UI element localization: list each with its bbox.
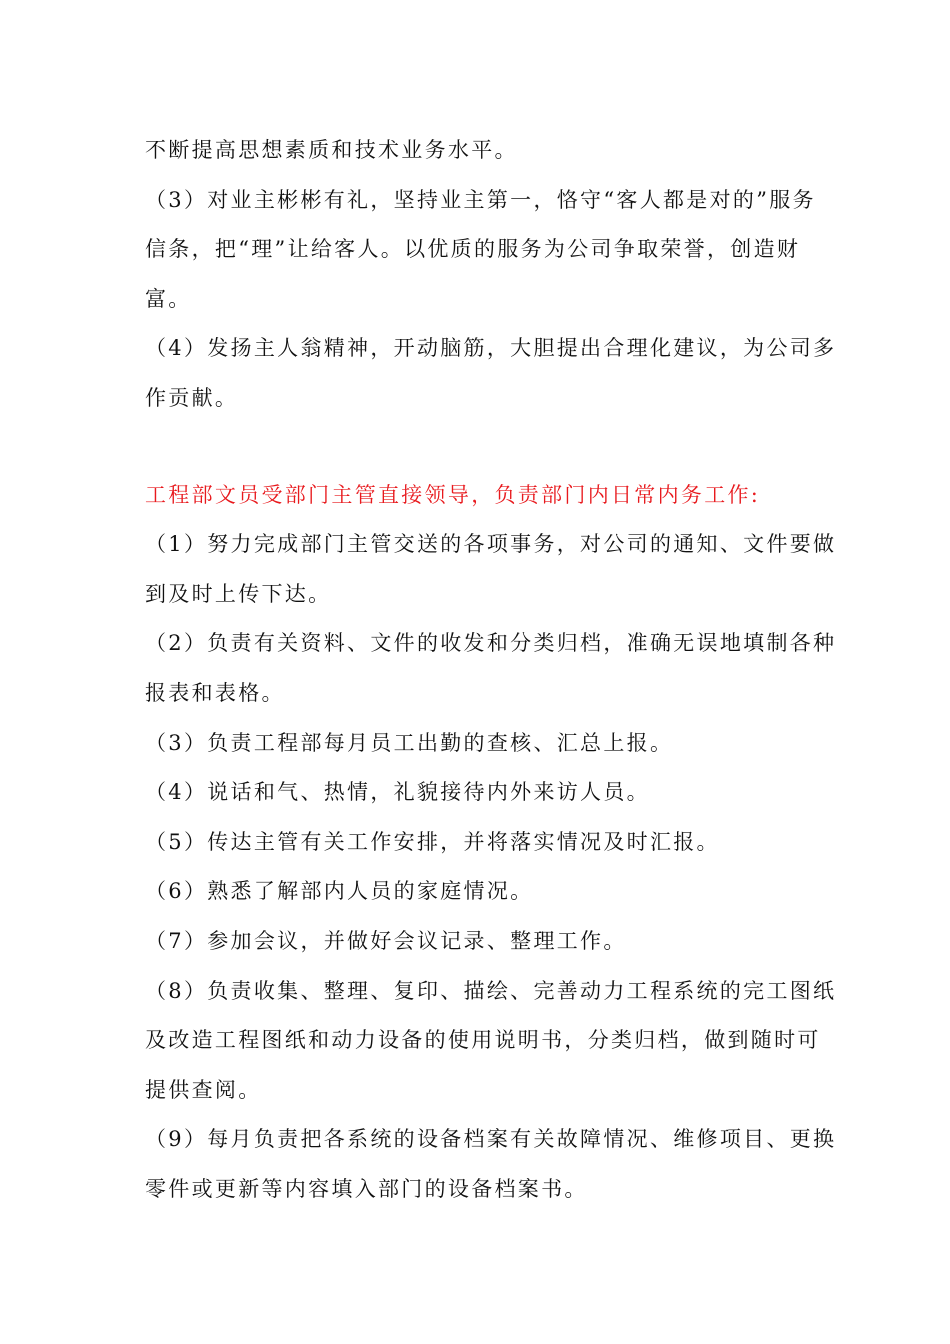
text-line: （2）负责有关资料、文件的收发和分类归档，准确无误地填制各种 (145, 631, 837, 656)
text-line: （5）传达主管有关工作安排，并将落实情况及时汇报。 (145, 829, 720, 854)
section-heading: 工程部文员受部门主管直接领导，负责部门内日常内务工作: (145, 482, 761, 507)
text-line: 零件或更新等内容填入部门的设备档案书。 (145, 1176, 588, 1201)
text-line: （7）参加会议，并做好会议记录、整理工作。 (145, 928, 627, 953)
text-line: （4）说话和气、热情，礼貌接待内外来访人员。 (145, 780, 650, 805)
text-line: 提供查阅。 (145, 1077, 262, 1102)
text-line: （4）发扬主人翁精神，开动脑筋，大胆提出合理化建议，为公司多 (145, 336, 837, 361)
text-line: 信条，把“理”让给客人。以优质的服务为公司争取荣誉，创造财 (145, 237, 801, 262)
text-line: （8）负责收集、整理、复印、描绘、完善动力工程系统的完工图纸 (145, 978, 837, 1003)
text-line: 富。 (145, 286, 192, 311)
text-line: 及改造工程图纸和动力设备的使用说明书，分类归档，做到随时可 (145, 1028, 821, 1053)
text-line: 作贡献。 (145, 385, 239, 410)
text-line: 报表和表格。 (145, 680, 285, 705)
text-line: （1）努力完成部门主管交送的各项事务，对公司的通知、文件要做 (145, 532, 837, 557)
text-line: （3）负责工程部每月员工出勤的查核、汇总上报。 (145, 730, 674, 755)
document-body (145, 126, 837, 1214)
text-line: （6）熟悉了解部内人员的家庭情况。 (145, 879, 534, 904)
section-gap (145, 424, 815, 471)
text-line: 不断提高思想素质和技术业务水平。 (145, 138, 518, 162)
text-line: （3）对业主彬彬有礼，坚持业主第一，恪守“客人都是对的”服务 (145, 187, 816, 212)
text-line: （9）每月负责把各系统的设备档案有关故障情况、维修项目、更换 (145, 1127, 837, 1152)
text-line: 到及时上传下达。 (145, 581, 332, 606)
